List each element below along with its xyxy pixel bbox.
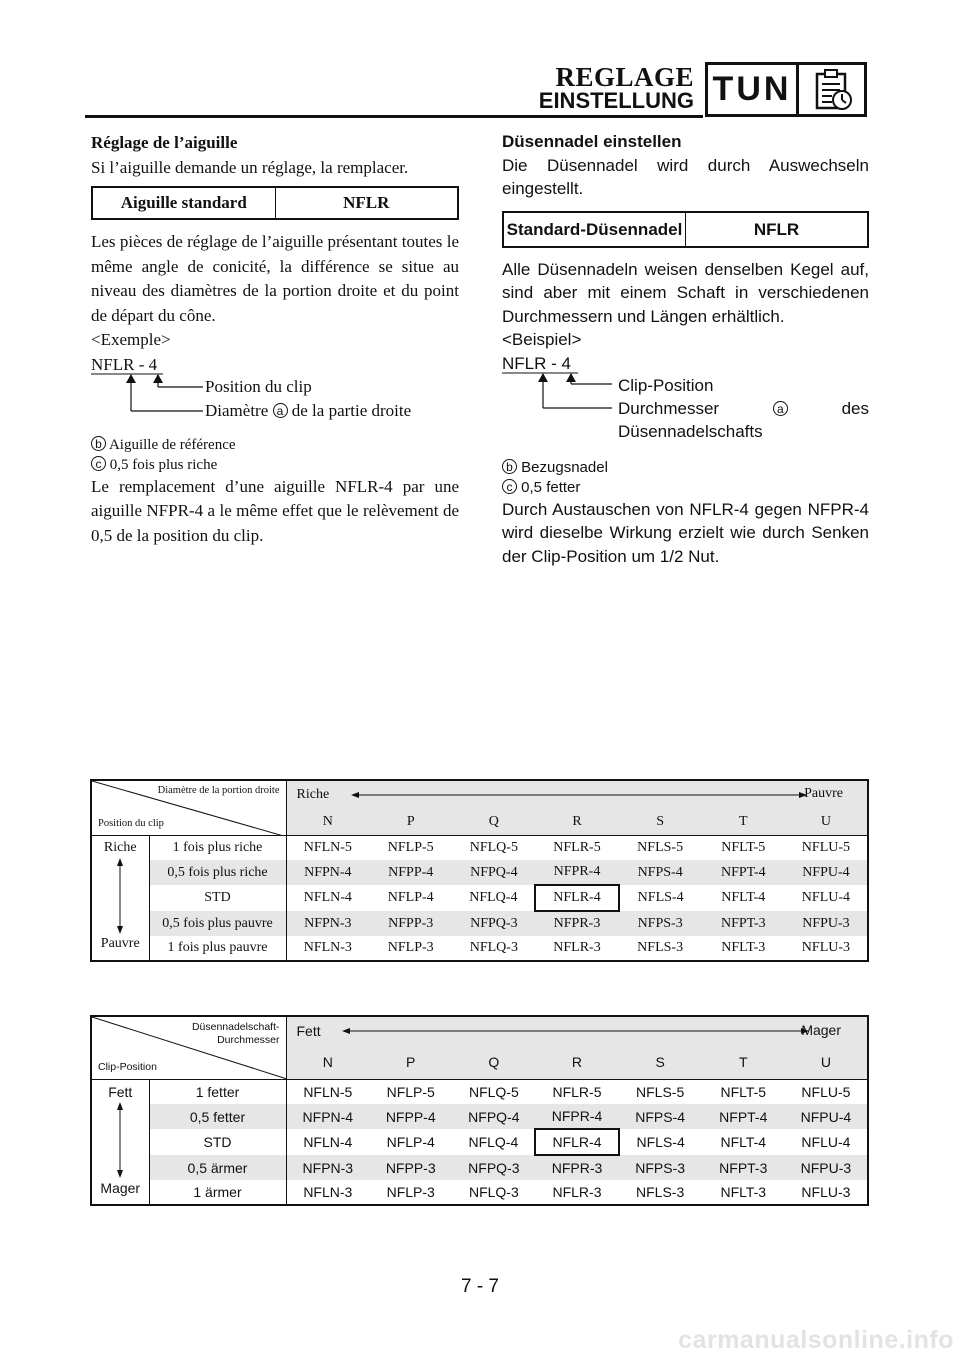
table-cell: NFLP-4 [386, 1134, 435, 1150]
table-cell: NFLP-3 [386, 1184, 435, 1200]
marker-b-de: b [502, 459, 517, 474]
needle-table-fr [90, 779, 869, 962]
table-cell: NFPR-3 [553, 916, 601, 931]
table-cell: NFLP-4 [387, 890, 434, 905]
table-de-col-r: R [535, 1045, 618, 1080]
table-de-top-row [91, 1016, 868, 1045]
table-row [91, 885, 868, 911]
table-de-side-top: Fett [108, 1084, 133, 1100]
table-cell: NFPP-3 [388, 915, 434, 931]
table-row [91, 1155, 868, 1180]
table-cell: NFLP-5 [387, 840, 434, 855]
table-cell: NFLN-3 [303, 1184, 353, 1200]
table-cell: NFLR-5 [553, 840, 601, 855]
table-row [91, 1080, 868, 1105]
table-cell-standard-needle: NFLR-4 [535, 1129, 618, 1155]
table-de-side-axis [91, 1080, 149, 1206]
marker-b-fr: b [91, 436, 106, 451]
table-row [91, 836, 868, 861]
table-cell: NFLQ-3 [468, 1184, 519, 1200]
table-fr-side-axis [91, 836, 149, 962]
needle-diagram-de [502, 352, 869, 448]
table-fr-row-label: 0,5 fois plus pauvre [149, 911, 286, 936]
table-cell: NFLT-4 [720, 1134, 767, 1150]
header-title-de: EINSTELLUNG [538, 88, 694, 113]
header-title-fr: REGLAGE [555, 62, 694, 92]
arrow-rich-lean-de [342, 1026, 809, 1036]
marker-c-de: c [502, 479, 517, 494]
table-cell: NFLT-3 [721, 940, 766, 955]
spec-table-de [502, 211, 869, 248]
table-cell: NFPN-3 [304, 915, 352, 931]
intro-fr: Si l’aiguille demande un réglage, la remplacer. [91, 158, 409, 177]
table-cell: NFLS-3 [636, 1184, 685, 1200]
table-de-row-label: 0,5 ärmer [149, 1155, 286, 1180]
table-fr-corner [91, 780, 286, 836]
table-fr-top-row [91, 780, 868, 809]
table-de-row-label: 0,5 fetter [149, 1104, 286, 1129]
table-de-col-n: N [286, 1045, 369, 1080]
table-cell: NFPR-4 [551, 1108, 603, 1124]
table-de-rich-label: Fett [296, 1023, 321, 1039]
table-fr-lean-label: Pauvre [804, 786, 843, 801]
diameter-label-de-b: des Düsennadelschafts [618, 398, 869, 441]
table-cell: NFLR-3 [552, 1184, 602, 1200]
table-de-col-s: S [619, 1045, 702, 1080]
table-cell: NFPT-3 [719, 1159, 768, 1176]
table-row [91, 860, 868, 885]
watermark: carmanualsonline.info [678, 1326, 954, 1354]
table-de-lean-label: Mager [801, 1022, 841, 1038]
note-c-de-text: 0,5 fetter [521, 478, 581, 496]
page-number: 7 - 7 [460, 1276, 500, 1297]
table-cell: NFPT-4 [719, 1108, 768, 1125]
heading-fr: Réglage de l’aiguille [91, 133, 238, 152]
note-b-fr-text: Aiguille de référence [108, 436, 236, 453]
table-fr-row-label: 1 fois plus pauvre [149, 936, 286, 961]
needle-table-de [90, 1015, 869, 1206]
spec-value-de: NFLR [685, 213, 867, 246]
table-fr-col-n: N [286, 809, 369, 836]
table-cell: NFPT-3 [720, 915, 766, 931]
spec-label-de: Standard-Düsennadel [506, 219, 683, 239]
table-cell: NFLS-4 [636, 1134, 685, 1150]
diagram-lines-fr [91, 353, 211, 425]
table-cell: NFPR-4 [553, 864, 601, 879]
marker-c-fr: c [91, 456, 106, 471]
table-cell: NFPS-3 [637, 915, 683, 931]
table-cell: NFLQ-5 [469, 840, 518, 855]
table-cell: NFLU-3 [801, 940, 851, 955]
table-fr-col-s: S [619, 809, 702, 836]
table-cell: NFLN-5 [303, 840, 352, 855]
table-cell: NFPU-4 [802, 864, 850, 880]
intro-de: Die Düsennadel wird durch Auswechseln eingestellt. [502, 155, 869, 198]
needle-code-de: NFLR - 4 [502, 353, 571, 373]
table-fr-row-label: 1 fois plus riche [149, 836, 286, 861]
table-cell: NFLU-4 [801, 890, 851, 905]
body-de: Alle Düsennadeln weisen denselben Kegel auf, sind aber mit einem Schaft in verschiedenen Durchmessern und Längen erhältlich. [502, 259, 869, 326]
table-cell: NFLU-3 [801, 1184, 851, 1200]
note-b-fr [91, 435, 459, 455]
heading-de: Düsennadel einstellen [502, 132, 682, 151]
table-cell: NFPQ-4 [468, 1108, 520, 1125]
table-row [91, 1104, 868, 1129]
diagram-lines-de [502, 352, 622, 424]
header-rule [85, 115, 703, 118]
table-de-corner-top: Düsennadelschaft-Durchmesser [191, 1021, 280, 1046]
table-cell: NFLQ-5 [468, 1084, 519, 1100]
spec-table-fr [91, 186, 459, 220]
arrow-vertical-fr [114, 858, 126, 934]
table-cell: NFLU-5 [801, 840, 851, 855]
table-de-corner-bottom: Clip-Position [98, 1061, 157, 1073]
table-fr-col-r: R [535, 809, 618, 836]
table-de-col-t: T [702, 1045, 785, 1080]
table-de-col-q: Q [452, 1045, 535, 1080]
table-cell: NFLQ-4 [469, 890, 518, 905]
table-cell: NFLS-5 [637, 840, 684, 855]
diameter-label-fr-a: Diamètre [205, 400, 269, 420]
column-de [502, 130, 869, 568]
table-cell: NFPP-4 [385, 1108, 436, 1125]
table-de-col-p: P [369, 1045, 452, 1080]
table-fr-col-u: U [785, 809, 868, 836]
diameter-label-de [618, 397, 869, 444]
spec-label-fr: Aiguille standard [120, 193, 247, 212]
tuning-clipboard-icon [802, 68, 864, 112]
arrow-rich-lean-fr [351, 790, 807, 800]
table-fr-corner-top: Diamètre de la portion droite [157, 785, 280, 796]
table-de-row-label: 1 fetter [149, 1080, 286, 1105]
table-cell: NFLN-3 [303, 940, 352, 955]
table-cell: NFLP-3 [387, 940, 434, 955]
section-tab-label: TUN [708, 65, 799, 114]
spec-value-fr: NFLR [275, 188, 458, 218]
table-cell: NFLR-5 [552, 1084, 602, 1100]
example-de: <Beispiel> [502, 330, 582, 349]
table-cell: NFLT-3 [720, 1184, 767, 1200]
table-cell: NFLQ-4 [468, 1134, 519, 1150]
clip-position-label-fr: Position du clip [205, 376, 312, 396]
table-cell: NFPP-4 [388, 864, 434, 880]
table-cell: NFPU-4 [800, 1108, 852, 1125]
table-cell: NFLU-4 [801, 1134, 851, 1150]
table-row [91, 1129, 868, 1155]
table-cell-standard-needle: NFLR-4 [535, 885, 618, 911]
table-de-richness-axis [286, 1016, 868, 1045]
table-cell: NFLQ-3 [469, 940, 518, 955]
table-de-corner [91, 1016, 286, 1080]
table-fr-side-bottom: Pauvre [100, 936, 140, 951]
note-c-fr-text: 0,5 fois plus riche [109, 456, 218, 473]
table-cell: NFPQ-3 [468, 1159, 520, 1176]
table-fr-rich-label: Riche [296, 787, 330, 802]
table-de-side-bottom: Mager [100, 1180, 141, 1196]
diameter-label-fr [205, 399, 411, 423]
arrow-vertical-de [114, 1102, 126, 1178]
table-cell: NFPN-4 [304, 864, 352, 880]
table-fr-corner-bottom: Position du clip [98, 818, 164, 829]
section-tab [705, 62, 867, 117]
table-cell: NFPU-3 [802, 915, 850, 931]
needle-diagram-fr [91, 353, 459, 425]
table-cell: NFLN-4 [303, 1134, 353, 1150]
note-b-de-text: Bezugsnadel [521, 458, 608, 476]
table-cell: NFLS-3 [637, 940, 684, 955]
table-de-col-u: U [785, 1045, 868, 1080]
table-cell: NFLN-4 [303, 890, 352, 905]
table-cell: NFLS-5 [636, 1084, 685, 1100]
table-fr-richness-axis [286, 780, 868, 809]
table-cell: NFPS-4 [637, 864, 683, 880]
table-row [91, 936, 868, 961]
clip-position-label-de: Clip-Position [618, 375, 714, 395]
table-cell: NFLR-3 [553, 940, 601, 955]
marker-a-de: a [773, 401, 788, 416]
table-cell: NFLN-5 [303, 1084, 353, 1100]
table-row [91, 911, 868, 936]
body-fr: Les pièces de réglage de l’aiguille présentant toutes le même angle de conicité, la différence se situe au niveau des diamètres de la portion droite et du point de départ du cône. [91, 232, 459, 325]
note-c-de [502, 478, 869, 498]
note-b-de [502, 458, 869, 478]
table-cell: NFPN-4 [302, 1108, 354, 1125]
table-cell: NFPR-3 [551, 1160, 603, 1176]
table-fr-col-q: Q [452, 809, 535, 836]
conclusion-de: Durch Austauschen von NFLR-4 gegen NFPR-4 wird dieselbe Wirkung erzielt wie durch Senken der Clip-Position um 1/2 Nut. [502, 499, 869, 566]
diameter-label-fr-b: de la partie droite [291, 400, 412, 420]
table-cell: NFLU-5 [801, 1084, 851, 1100]
table-fr-col-p: P [369, 809, 452, 836]
table-cell: NFPU-3 [800, 1159, 852, 1176]
table-cell: NFPP-3 [385, 1159, 436, 1176]
column-fr [91, 130, 459, 548]
table-cell: NFLS-4 [637, 890, 684, 905]
table-cell: NFLT-5 [721, 840, 766, 855]
table-fr-col-t: T [702, 809, 785, 836]
diameter-label-de-a: Durchmesser [618, 398, 720, 418]
needle-code-fr: NFLR - 4 [91, 354, 158, 374]
table-fr-row-label: 0,5 fois plus riche [149, 860, 286, 885]
table-cell: NFPS-3 [635, 1159, 686, 1176]
table-cell: NFPS-4 [635, 1108, 686, 1125]
example-fr: <Exemple> [91, 330, 171, 349]
table-cell: NFLP-5 [386, 1084, 435, 1100]
marker-a-fr: a [273, 403, 288, 418]
table-fr-side-top: Riche [103, 840, 137, 855]
table-row [91, 1180, 868, 1205]
table-cell: NFPT-4 [720, 864, 766, 880]
table-cell: NFLT-5 [720, 1084, 767, 1100]
conclusion-fr: Le remplacement d’une aiguille NFLR-4 par une aiguille NFPR-4 a le même effet que le relèvement de 0,5 de la position du clip. [91, 476, 459, 545]
table-de-row-label: STD [149, 1129, 286, 1155]
note-c-fr [91, 455, 459, 475]
table-cell: NFPN-3 [302, 1159, 354, 1176]
table-fr-row-label: STD [149, 885, 286, 911]
table-de-row-label: 1 ärmer [149, 1180, 286, 1205]
table-cell: NFPQ-4 [470, 864, 518, 880]
table-cell: NFLT-4 [721, 890, 766, 905]
table-cell: NFPQ-3 [470, 915, 518, 931]
